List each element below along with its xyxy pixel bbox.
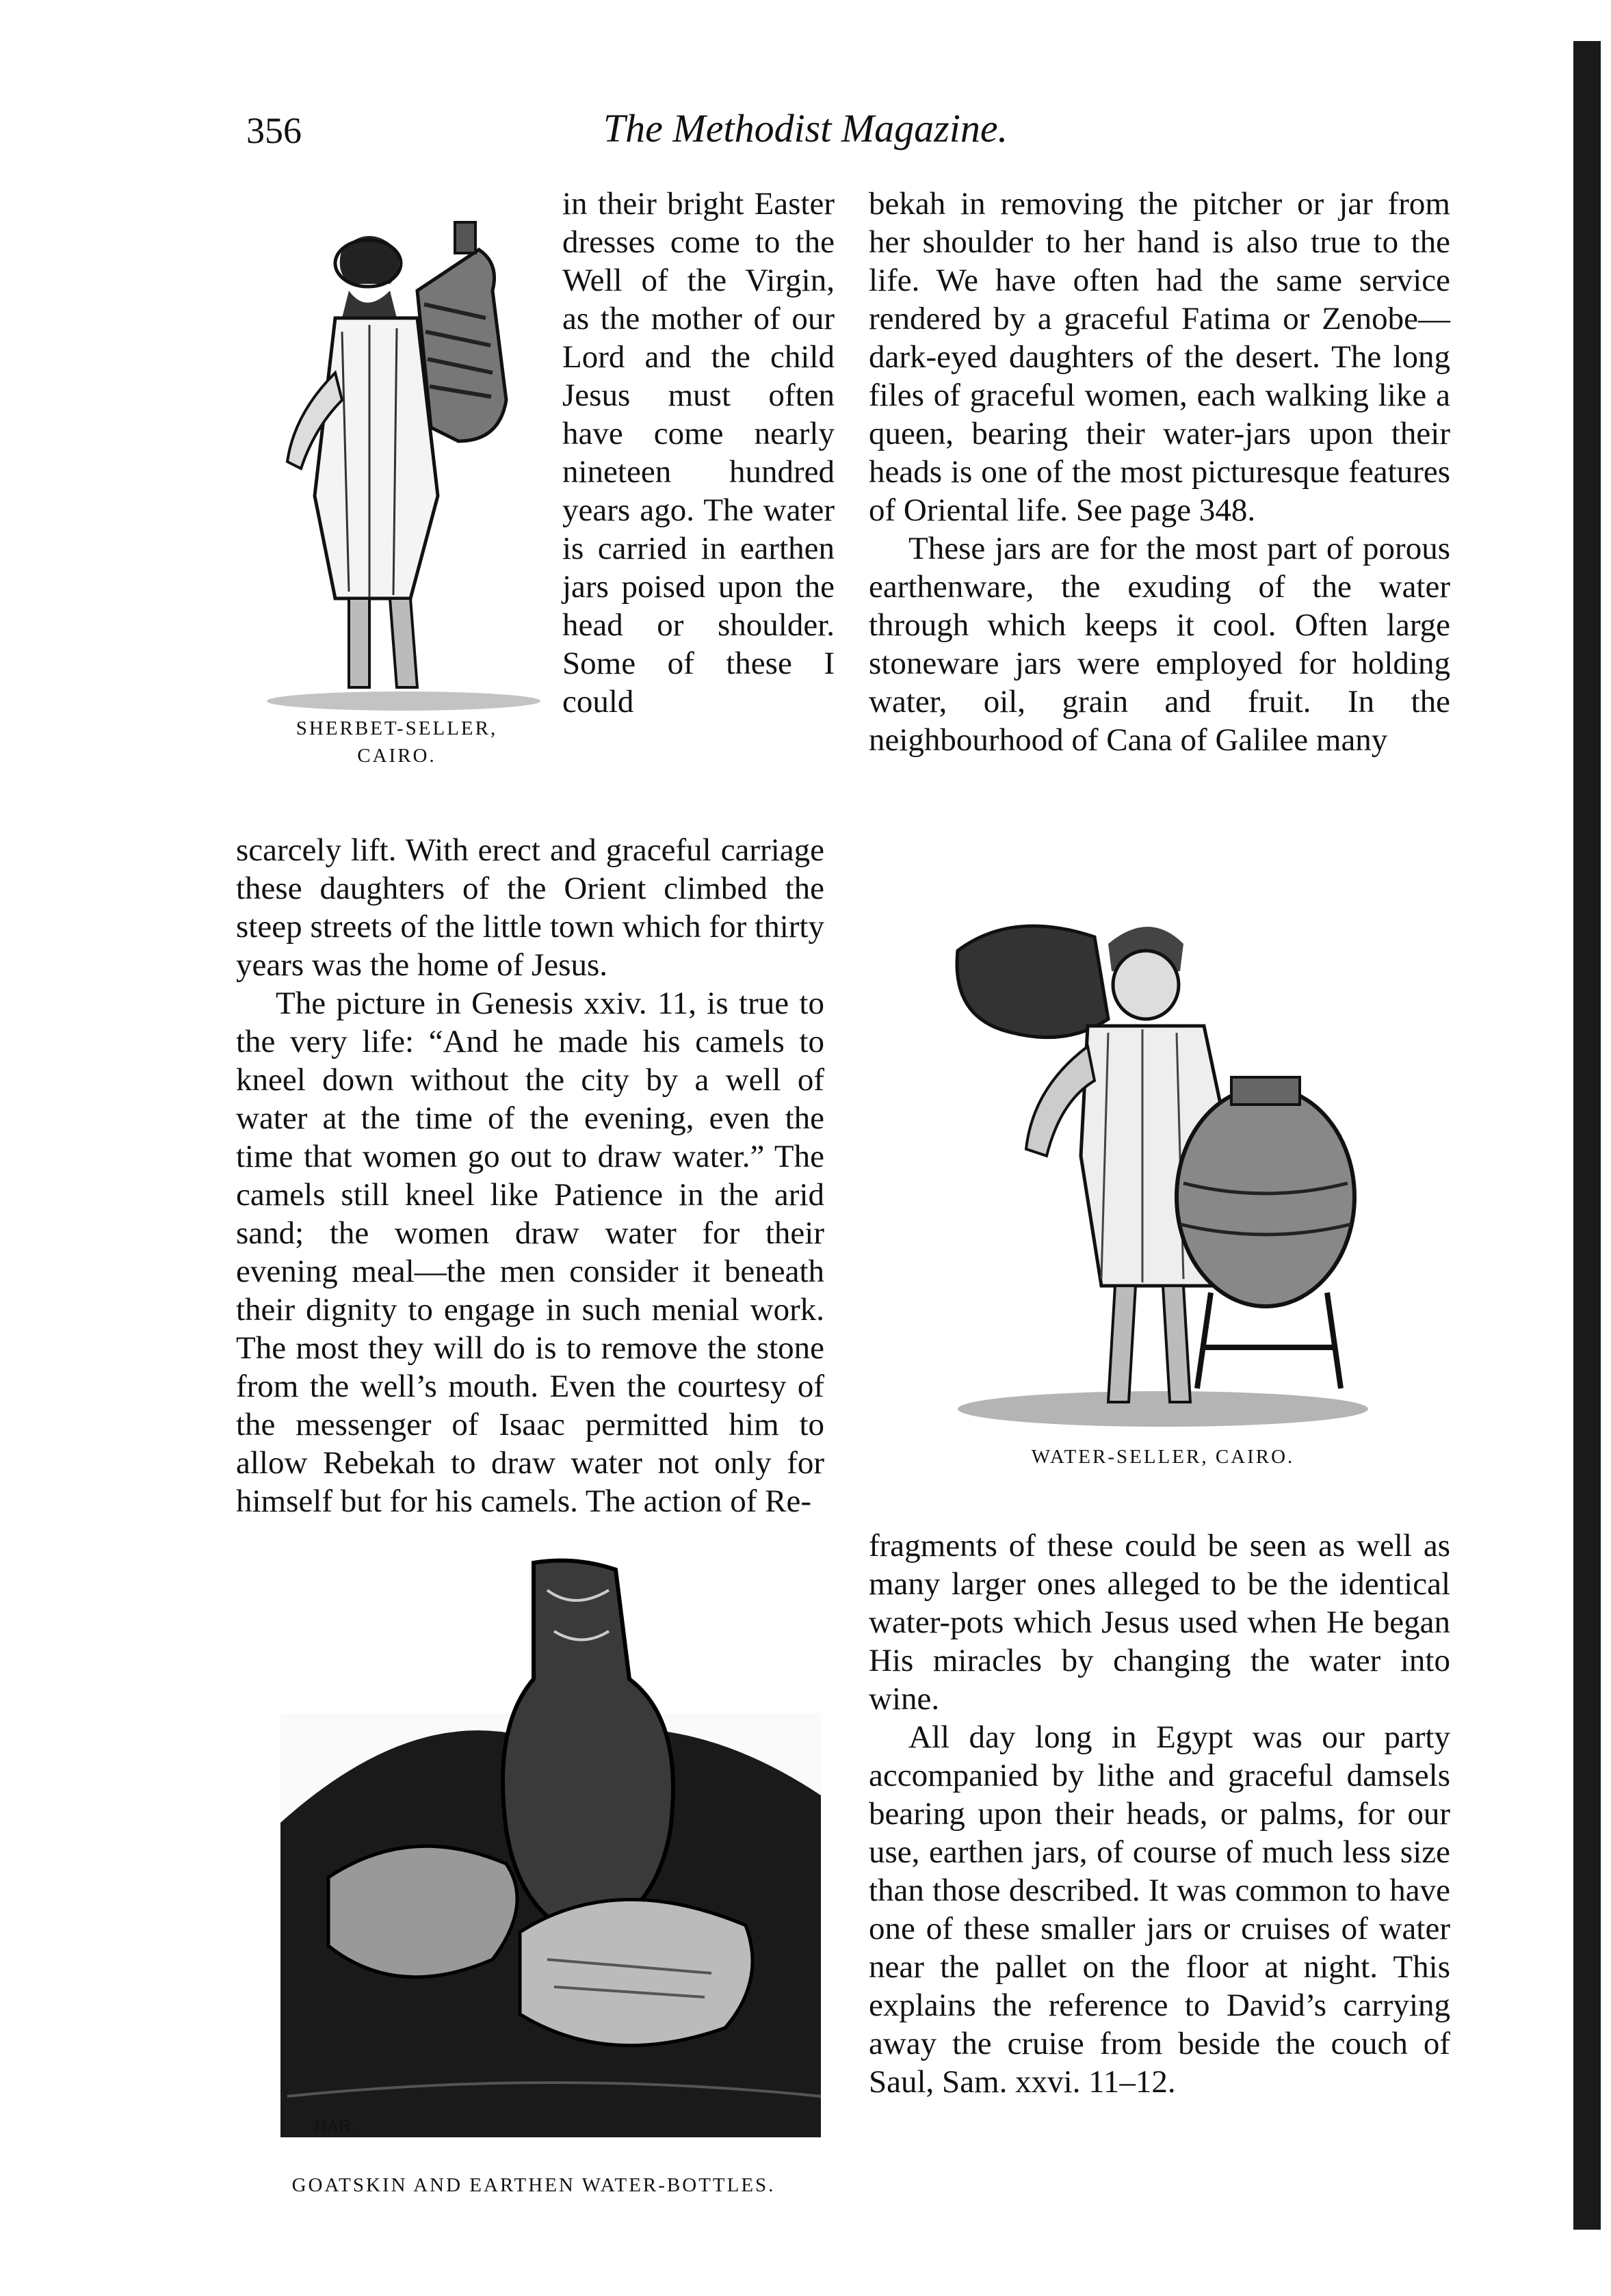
- caption-line: CAIRO.: [357, 745, 436, 767]
- goatskin-bottles-engraving-icon: [260, 1549, 835, 2165]
- paragraph: fragments of these could be seen as well as many larger ones alleged to be the identical water-pots which Jesus used when He began His miracles by changing the water into wine.: [869, 1528, 1450, 1717]
- narrow-text-column: [562, 185, 835, 721]
- paragraph: The picture in Genesis xxiv. 11, is true to the very life: “And he made his camels to kneel down without the city by a well of water at the time of the evening, even the time that women go out to draw water.” The camels still kneel like Patience in the arid sand; the women draw water for their evening meal—the men consider it beneath their dignity to engage in such menial work. The most they will do is to remove the stone from the well’s mouth. Even the courtesy of the messenger of Isaac permitted him to allow Rebekah to draw water not only for himself but for his camels. The action of Re-: [236, 986, 824, 1519]
- right-text-column-top: [869, 185, 1450, 759]
- water-seller-figure: [944, 910, 1382, 1429]
- paragraph: All day long in Egypt was our party accompanied by lithe and graceful damsels bearing upon their heads, or palms, for our use, earthen jars, of course of much less size than those described. It was common to have one of these smaller jars or cruises of water near the pallet on the floor at night. This explains the reference to David’s carrying away the cruise from beside the couch of Saul, Sam. xxvi. 11–12.: [869, 1719, 1450, 2100]
- scan-edge-bar: [1573, 41, 1601, 2230]
- page-header: [0, 103, 1611, 157]
- water-seller-engraving-icon: [944, 910, 1382, 1429]
- sherbet-seller-engraving-icon: [246, 195, 540, 715]
- engraver-signature: HAR.: [315, 2117, 357, 2135]
- paragraph: in their bright Easter dresses come to the Well of the Virgin, as the mother of our Lord and the child Jesus must often have come nearly nineteen hundred years ago. The water is carried in earthen jars poised upon the head or shoulder. Some of these I could: [562, 186, 835, 720]
- water-seller-caption: WATER-SELLER, CAIRO.: [1031, 1446, 1295, 1468]
- right-text-column-bottom: [869, 1527, 1450, 2101]
- caption-line: SHERBET-SELLER,: [296, 717, 498, 739]
- paragraph: These jars are for the most part of porous earthenware, the exuding of the water through which keeps it cool. Often large stoneware jars were employed for holding water, oil, grain and fruit. In the neighbourhood of Cana of Galilee many: [869, 531, 1450, 758]
- sherbet-seller-figure: [246, 195, 540, 715]
- goatskin-figure: [260, 1549, 835, 2165]
- paragraph: bekah in removing the pitcher or jar from her shoulder to her hand is also true to the life. We have often had the same service rendered by a graceful Fatima or Zenobe—dark-eyed daughters of the desert. The long files of graceful women, each walking like a queen, bearing their water-jars upon their heads is one of the most picturesque features of Oriental life. See page 348.: [869, 186, 1450, 528]
- left-text-column: [236, 831, 824, 1520]
- page-number: 356: [246, 110, 302, 151]
- goatskin-caption: GOATSKIN AND EARTHEN WATER-BOTTLES.: [291, 2174, 776, 2196]
- sherbet-seller-caption: [260, 715, 534, 769]
- running-title: The Methodist Magazine.: [603, 106, 1008, 150]
- paragraph: scarcely lift. With erect and graceful carriage these daughters of the Orient climbed the steep streets of the little town which for thirty years was the home of Jesus.: [236, 832, 824, 983]
